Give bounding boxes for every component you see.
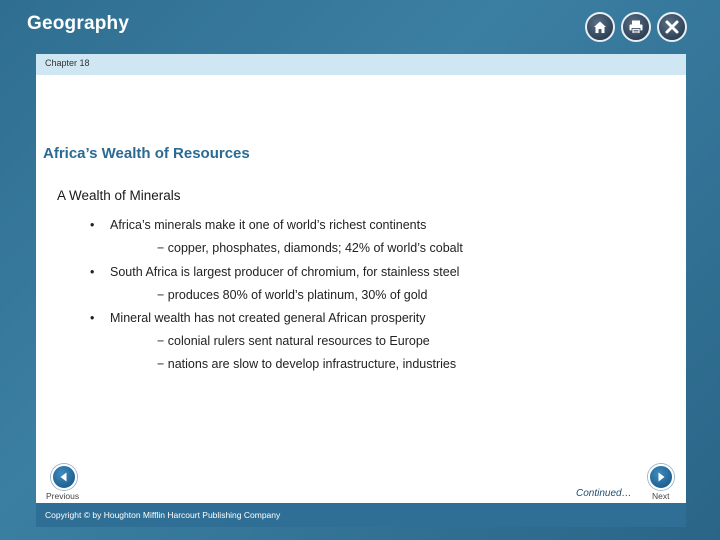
previous-button[interactable] bbox=[51, 464, 77, 490]
sub-bullet-text: − colonial rulers sent natural resources to Europe bbox=[157, 334, 430, 348]
home-button[interactable] bbox=[585, 12, 615, 42]
continued-label: Continued… bbox=[576, 488, 632, 499]
bullet-marker: • bbox=[90, 218, 95, 232]
next-button[interactable] bbox=[648, 464, 674, 490]
arrow-left-icon bbox=[58, 471, 70, 483]
copyright-text: Copyright © by Houghton Mifflin Harcourt Publishing Company bbox=[45, 510, 281, 520]
sub-bullet-text: − produces 80% of world’s platinum, 30% of gold bbox=[157, 288, 428, 302]
printer-icon bbox=[628, 19, 644, 35]
sub-bullet-text: − copper, phosphates, diamonds; 42% of world’s cobalt bbox=[157, 241, 463, 255]
bullet-marker: • bbox=[90, 311, 95, 325]
chapter-label: Chapter 18 bbox=[45, 58, 90, 68]
sub-bullet-text: − nations are slow to develop infrastructure, industries bbox=[157, 357, 457, 371]
home-icon bbox=[592, 19, 608, 35]
bullet-text: Mineral wealth has not created general African prosperity bbox=[110, 311, 426, 325]
bullet-text: South Africa is largest producer of chromium, for stainless steel bbox=[110, 265, 460, 279]
close-button[interactable] bbox=[657, 12, 687, 42]
print-button[interactable] bbox=[621, 12, 651, 42]
bullet-marker: • bbox=[90, 265, 95, 279]
app-title: Geography bbox=[27, 13, 130, 34]
next-label[interactable]: Next bbox=[652, 491, 670, 501]
copyright-bar bbox=[36, 503, 686, 527]
previous-label[interactable]: Previous bbox=[46, 491, 80, 501]
slide-content bbox=[36, 75, 686, 503]
bullet-text: Africa’s minerals make it one of world’s richest continents bbox=[110, 218, 427, 232]
chapter-bar bbox=[36, 54, 686, 75]
arrow-right-icon bbox=[655, 471, 667, 483]
close-icon bbox=[664, 19, 680, 35]
slide-title: Africa’s Wealth of Resources bbox=[43, 145, 250, 162]
slide-subheading: A Wealth of Minerals bbox=[57, 188, 181, 203]
